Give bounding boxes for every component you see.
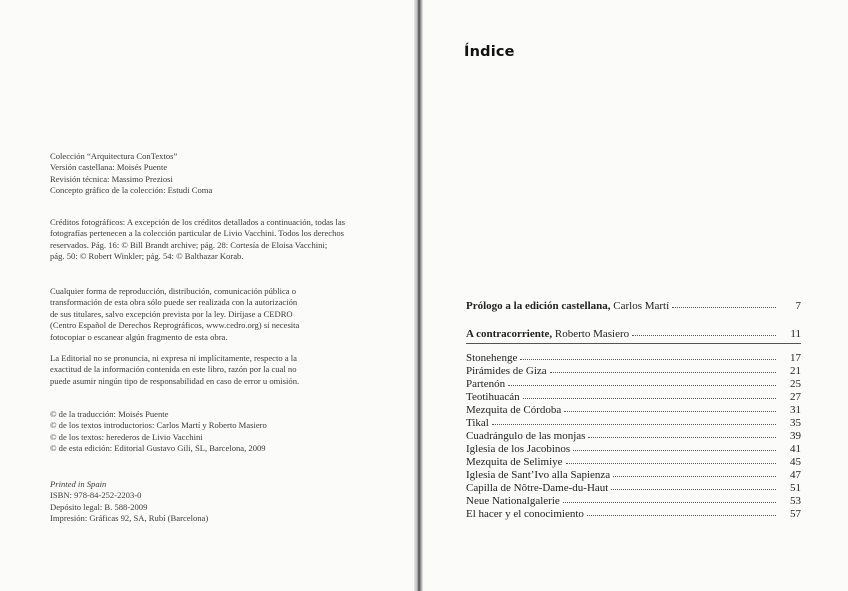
credit-line: Revisión técnica: Massimo Preziosi — [50, 173, 173, 184]
disclaimer — [50, 353, 380, 387]
credit-line: Versión castellana: Moisés Puente — [50, 162, 168, 173]
toc-entry-page: 45 — [790, 456, 801, 468]
credit-line: © de esta edición: Editorial Gustavo Gili, SL, Barcelona, 2009 — [50, 443, 266, 454]
leader-dots — [573, 442, 776, 451]
toc-entry-title: Neue Nationalgalerie — [466, 495, 560, 507]
toc-entry-page: 41 — [790, 443, 801, 455]
toc-entry-title: Capilla de Nôtre-Dame-du-Haut — [466, 482, 609, 494]
toc-entry-title: Partenón — [466, 378, 506, 390]
toc-entry-title: Teotihuacán — [466, 391, 520, 403]
credit-line: Cualquier forma de reproducción, distribución, comunicación pública o — [50, 286, 297, 296]
print-info — [50, 479, 380, 525]
toc-entry-page: 47 — [790, 469, 801, 481]
credit-line: La Editorial no se pronuncia, ni expresa ni implícitamente, respecto a la — [50, 353, 297, 363]
toc-entry-title: Stonehenge — [466, 352, 518, 364]
leader-dots — [587, 507, 776, 516]
isbn: ISBN: 978-84-252-2203-0 — [50, 490, 142, 501]
leader-dots — [672, 299, 776, 308]
printed-in: Printed in Spain — [50, 479, 107, 489]
toc-entry-author: Carlos Martí — [610, 300, 670, 312]
toc-entry-page: 7 — [795, 300, 801, 312]
leader-dots — [611, 481, 776, 490]
toc-entry-title: Iglesia de los Jacobinos — [466, 443, 571, 455]
credit-line: (Centro Español de Derechos Reprográficos, www.cedro.org) si necesita — [50, 320, 300, 331]
credit-line: © de los textos introductorios: Carlos Martí y Roberto Masiero — [50, 420, 267, 431]
credit-line: Créditos fotográficos: A excepción de los créditos detallados a continuación, todas las — [50, 217, 345, 227]
copyrights — [50, 409, 380, 455]
toc-entry-title: Iglesia de Sant’Ivo alla Sapienza — [466, 469, 611, 481]
toc-entry-page: 21 — [790, 365, 801, 377]
credit-line: Colección “Arquitectura ConTextos” — [50, 151, 178, 161]
credit-line: © de la traducción: Moisés Puente — [50, 409, 169, 419]
collection-credits — [50, 151, 380, 197]
toc-entry-title: El hacer y el conocimiento — [466, 508, 584, 520]
toc-entry-title: Mezquita de Selimiye — [466, 456, 563, 468]
toc-entry-title: Tikal — [466, 417, 489, 429]
toc-intro — [466, 300, 801, 341]
credit-line: puede asumir ningún tipo de responsabilidad en caso de error u omisión. — [50, 375, 300, 386]
toc-entry-title: Prólogo a la edición castellana, — [466, 300, 611, 312]
leader-dots — [520, 351, 776, 360]
leader-dots — [566, 455, 776, 464]
toc-entry-page: 35 — [790, 417, 801, 429]
toc-entry-page: 51 — [790, 482, 801, 494]
printer: Impresión: Gráficas 92, SA, Rubí (Barcelona) — [50, 513, 209, 524]
leader-dots — [564, 403, 776, 412]
legal-deposit: Depósito legal: B. 588-2009 — [50, 501, 148, 512]
credit-line: exactitud de la información contenida en este libro, razón por la cual no — [50, 364, 297, 375]
divider — [466, 343, 801, 344]
toc-entry-title: A contracorriente, — [466, 328, 553, 340]
index-title: Índice — [464, 44, 515, 60]
toc-entry-page: 11 — [790, 328, 801, 340]
reproduction-notice — [50, 286, 380, 343]
left-page — [0, 0, 414, 591]
toc-entry-page: 17 — [790, 352, 801, 364]
toc-entry-page: 39 — [790, 430, 801, 442]
credit-line: de sus titulares, salvo excepción prevista por la ley. Diríjase a CEDRO — [50, 308, 293, 319]
toc-entry-title: Mezquita de Córdoba — [466, 404, 562, 416]
toc-entry — [466, 328, 801, 341]
leader-dots — [492, 416, 776, 425]
credit-line: © de los textos: herederos de Livio Vacchini — [50, 431, 203, 442]
toc-entry-page: 27 — [790, 391, 801, 403]
credit-line: fotografías pertenecen a la colección particular de Livio Vacchini. Todos los derechos — [50, 228, 345, 239]
toc-list — [466, 352, 801, 521]
toc-entry-page: 31 — [790, 404, 801, 416]
credit-line: transformación de esta obra sólo puede ser realizada con la autorización — [50, 297, 298, 308]
toc-entry — [466, 300, 801, 313]
credit-line: reservados. Pág. 16: © Bill Brandt archive; pág. 28: Cortesía de Eloisa Vacchini; — [50, 239, 328, 250]
leader-dots — [588, 429, 776, 438]
leader-dots — [632, 327, 776, 336]
leader-dots — [508, 377, 776, 386]
toc-entry-title: Cuadrángulo de las monjas — [466, 430, 586, 442]
book-gutter — [414, 0, 423, 591]
leader-dots — [613, 468, 776, 477]
leader-dots — [523, 390, 776, 399]
credit-line: Concepto gráfico de la colección: Estudi Coma — [50, 185, 213, 196]
toc-entry-title: Pirámides de Giza — [466, 365, 547, 377]
credit-line: fotocopiar o escanear algún fragmento de esta obra. — [50, 331, 228, 342]
credit-line: pág. 50: © Robert Winkler; pág. 54: © Balthazar Korab. — [50, 251, 244, 262]
toc-entry-page: 25 — [790, 378, 801, 390]
leader-dots — [550, 364, 776, 373]
toc-entry-page: 57 — [790, 508, 801, 520]
toc-entry-page: 53 — [790, 495, 801, 507]
leader-dots — [563, 494, 776, 503]
toc-entry-author: Roberto Masiero — [552, 328, 630, 340]
photo-credits — [50, 217, 380, 263]
toc-entry — [466, 508, 801, 521]
